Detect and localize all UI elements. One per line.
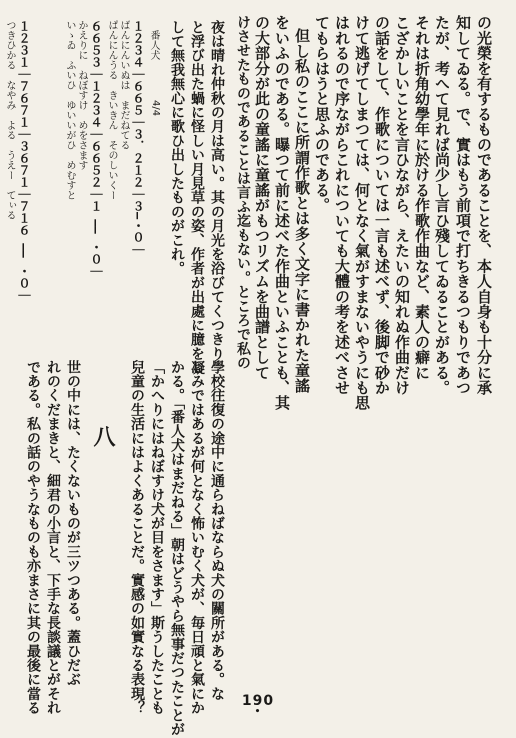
left-bottom-line-1: 世の中には、たくないものが三ツつある。蓋ひだぶ — [65, 360, 81, 687]
right-line-5: こざかしいことを言ひながら、えたいの知れぬ作曲だけ — [393, 15, 411, 395]
left-para-line-4: 「かへりにはねぼすけ犬が目をさます」斯うしたことも — [149, 360, 165, 715]
right-line-13: けさせたものであることは言ふ迄もない。ところで私の — [235, 15, 251, 370]
right-line-9: てもらはうと思ふのである。 — [313, 15, 331, 213]
page-number-dot: • — [254, 707, 262, 717]
page-number-text: 190 — [241, 693, 275, 709]
right-line-8: はれるので序ながらこれについても大體の考を述べさせ — [333, 15, 351, 395]
right-line-3: たが、考へて見れば尚少し言ひ殘してゐることがある。 — [433, 15, 451, 395]
right-line-11: をいふのである。曝つて前に述べた作曲といふことも、其 — [273, 15, 291, 411]
left-para-line-3: かる。「番人犬はまだねる」朝はどうやら無事だつたことが — [169, 360, 185, 737]
score-notes-row-1: １２３４｜６６５｜３．２１２｜３―・０｜ — [131, 20, 145, 256]
score-title: 番人犬 — [148, 30, 159, 60]
left-line-3: して無我無心に歌ひ出したものがこれ。 — [169, 20, 185, 276]
left-line-1: 夜は晴れ仲秋の月は高い。其の月光を浴びてくつきり — [209, 20, 225, 361]
right-line-1: の光榮を有するものであることを、本人自身も十分に承 — [475, 15, 493, 395]
left-bottom-line-2: れのくだまきと、細君の小言と、下手な長談議とがそれ — [45, 360, 61, 715]
right-line-4: それは折角幼學年に於ける作歌作曲など、素人の癖に — [413, 15, 431, 380]
score-lyrics-row-4: いゝゐ ふいひ ゆいいがひ めむすと — [64, 20, 75, 200]
left-para-line-1: 學校往復の途中に通らねばならぬ犬の關所がある。な — [209, 360, 225, 701]
left-para-line-2: じみではあるが何となく怖いむく犬が、毎日頑と氣にか — [189, 360, 205, 715]
score-lyrics-top: つきひかる なやみ よる うえー てぃる — [4, 20, 15, 220]
page-number — [0, 693, 516, 715]
score-time-signature: 4/4 — [150, 100, 161, 117]
score-notes-top: １２３１｜７６７１｜３６７１｜７１６ ―― ・０｜ — [17, 20, 31, 301]
right-line-12: の大部分が此の童謠に童謠がもつリズムを曲譜として — [253, 15, 271, 380]
score-notes-row-2: ６６５３｜１２３４｜６６５２｜１ ―― ・０｜ — [89, 20, 103, 277]
right-line-7: けて逃げてしまつては、何となく氣がすまないやうにも思 — [353, 15, 371, 411]
right-line-6: の話をして、作歌については一言も述べず、後脚で砂か — [373, 15, 391, 395]
left-line-2: と浮び出た蝸に怪しい月見草の姿、作者が出處に臆を凝 — [189, 20, 205, 375]
score-lyrics-row-2: ぱんにんうる きいきん そのしいくー — [106, 20, 117, 200]
score-lyrics-row-1: ばんにんいぬは まだねてる — [118, 20, 129, 150]
right-line-10: 但し私のここに所謂作歌とは多く文字に書かれた童謠 — [293, 28, 311, 393]
section-heading: 八 — [90, 425, 116, 447]
left-bottom-line-3: である。私の話のやうなものも亦まさに其の最後に當る — [25, 360, 41, 715]
left-para-line-5: 兒童の生活にはよくあることだ。實感の如實なる表現？ — [129, 360, 145, 715]
right-line-2: 知してゐる。で、實はもう前項で打ちきるつもりであつ — [454, 15, 472, 395]
score-lyrics-row-3: かえりに ねぼすけ めをさます — [76, 20, 87, 170]
